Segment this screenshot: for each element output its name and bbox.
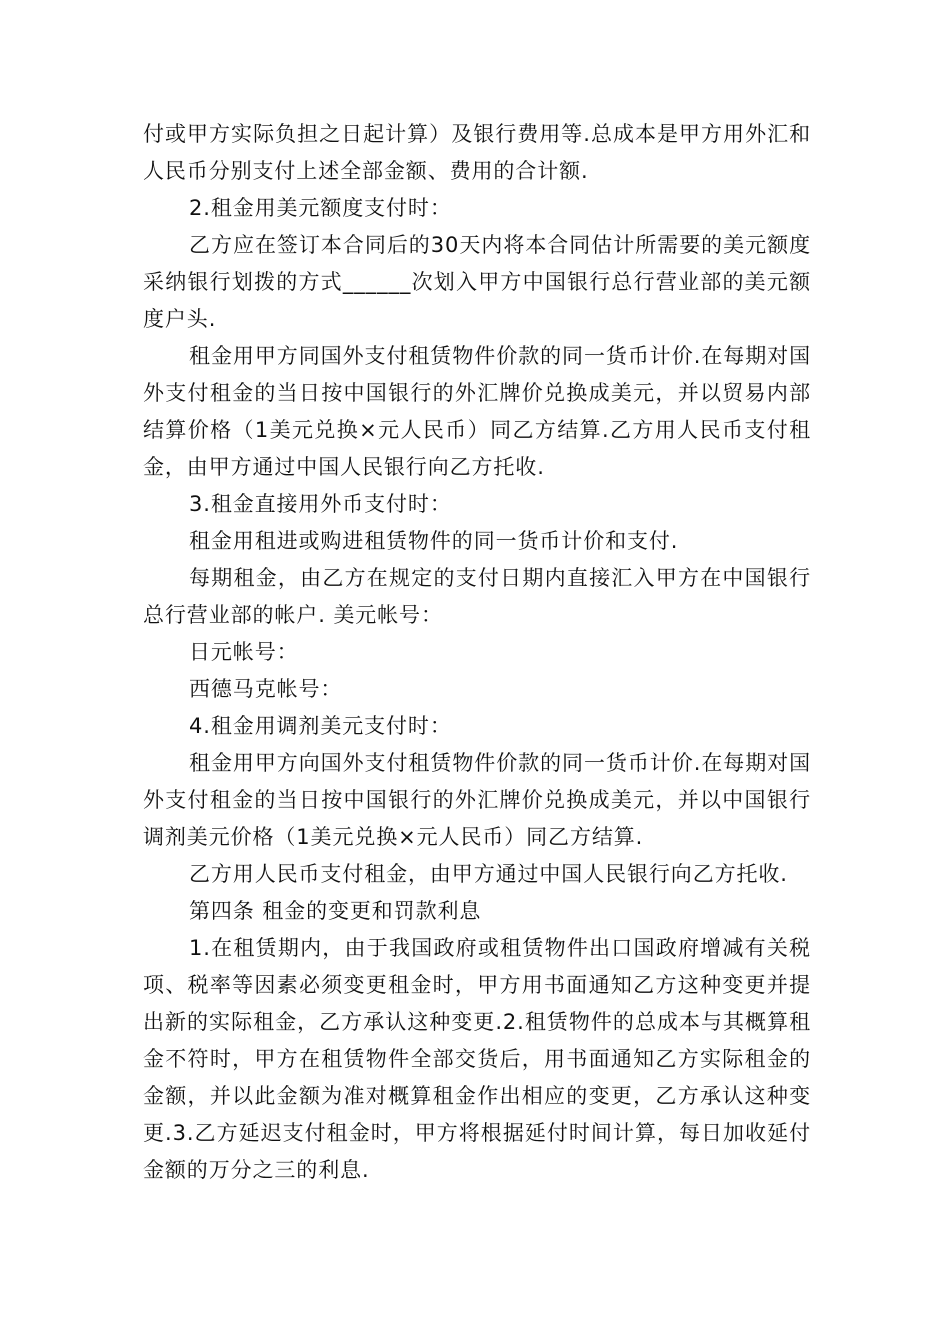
paragraph-usd-quota-pricing: 租金用甲方同国外支付租赁物件价款的同一货币计价.在每期对国外支付租金的当日按中国银行的外汇牌价兑换成美元，并以贸易内部结算价格（1美元兑换×元人民币）同乙方结算.乙方用人民币支付租金，由甲方通过中国人民银行向乙方托收. — [143, 344, 811, 479]
paragraph-mark-account: 西德马克帐号： — [189, 677, 343, 701]
paragraph-adjusted-usd-pricing: 租金用甲方向国外支付租赁物件价款的同一货币计价.在每期对国外支付租金的当日按中国银行的外汇牌价兑换成美元，并以中国银行调剂美元价格（1美元兑换×元人民币）同乙方结算. — [143, 751, 811, 849]
paragraph-adjusted-usd-heading: 4.租金用调剂美元支付时： — [189, 714, 452, 738]
paragraph-continuation: 付或甲方实际负担之日起计算）及银行费用等.总成本是甲方用外汇和人民币分别支付上述全部金额、费用的合计额. — [143, 122, 811, 183]
paragraph-yen-account: 日元帐号： — [189, 640, 299, 664]
document-body — [143, 116, 811, 1189]
paragraph-rmb-collection: 乙方用人民币支付租金，由甲方通过中国人民银行向乙方托收. — [189, 862, 788, 886]
paragraph-rent-changes-penalty: 1.在租赁期内，由于我国政府或租赁物件出口国政府增减有关税项、税率等因素必须变更租金时，甲方用书面通知乙方这种变更并提出新的实际租金，乙方承认这种变更.2.租赁物件的总成本与其概算租金不符时，甲方在租赁物件全部交货后，用书面通知乙方实际租金的金额，并以此金额为准对概算租金作出相应的变更，乙方承认这种变更.3.乙方延迟支付租金时，甲方将根据延付时间计算，每日加收延付金额的万分之三的利息. — [143, 936, 811, 1182]
paragraph-usd-quota-heading: 2.租金用美元额度支付时： — [189, 196, 452, 220]
section-heading-article-4: 第四条 租金的变更和罚款利息 — [189, 899, 482, 923]
paragraph-foreign-currency-heading: 3.租金直接用外币支付时： — [189, 492, 452, 516]
paragraph-remittance-account: 每期租金，由乙方在规定的支付日期内直接汇入甲方在中国银行总行营业部的帐户. 美元帐号： — [143, 566, 811, 627]
paragraph-foreign-currency-pricing: 租金用租进或购进租赁物件的同一货币计价和支付. — [189, 529, 679, 553]
paragraph-usd-quota-transfer: 乙方应在签订本合同后的30天内将本合同估计所需要的美元额度采纳银行划拨的方式______次划入甲方中国银行总行营业部的美元额度户头. — [143, 233, 811, 331]
